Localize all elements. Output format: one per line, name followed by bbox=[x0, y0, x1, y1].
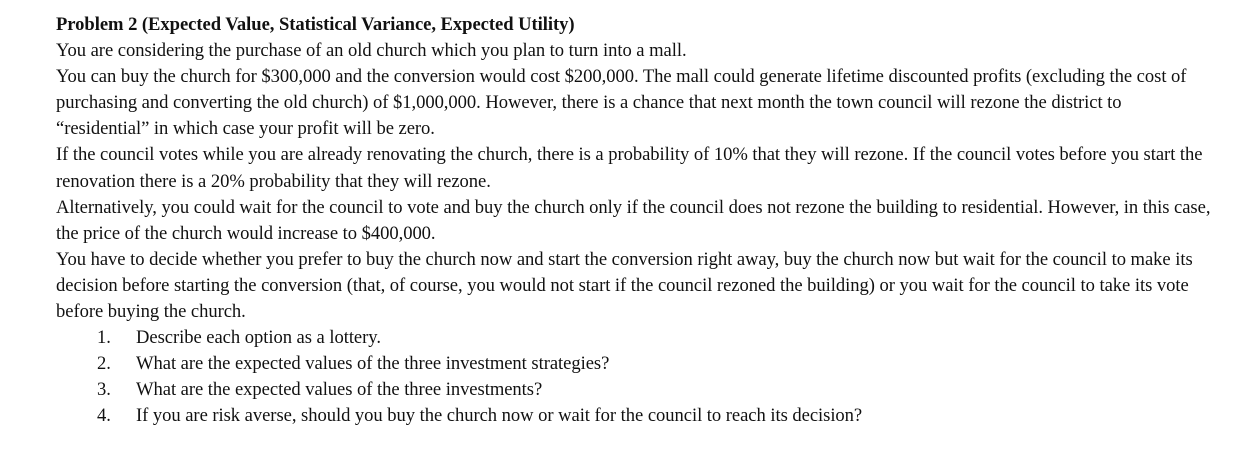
question-number: 3. bbox=[97, 379, 111, 401]
question-item bbox=[56, 325, 1216, 351]
question-item bbox=[56, 403, 1216, 429]
question-item bbox=[56, 377, 1216, 403]
problem-document bbox=[56, 12, 1216, 430]
question-text: What are the expected values of the three investments? bbox=[136, 379, 543, 401]
question-item bbox=[56, 351, 1216, 377]
question-number: 1. bbox=[97, 327, 111, 349]
problem-title: Problem 2 (Expected Value, Statistical Variance, Expected Utility) bbox=[56, 14, 575, 35]
question-number: 4. bbox=[97, 405, 111, 427]
question-list bbox=[56, 325, 1216, 429]
alternative-paragraph: Alternatively, you could wait for the council to vote and buy the church only if the council does not rezone the building to residential. However, in this case, the price of the church would increase to $400,000. bbox=[56, 196, 1211, 244]
probability-paragraph: If the council votes while you are already renovating the church, there is a probability of 10% that they will rezone. If the council votes before you start the renovation there is a 20% probability that they will rezone. bbox=[56, 144, 1203, 192]
intro-paragraph: You are considering the purchase of an old church which you plan to turn into a mall. bbox=[56, 40, 687, 62]
question-text: What are the expected values of the three investment strategies? bbox=[136, 353, 610, 375]
question-text: Describe each option as a lottery. bbox=[136, 327, 381, 349]
decision-paragraph: You have to decide whether you prefer to buy the church now and start the conversion right away, buy the church now but wait for the council to make its decision before starting the conversion (that, of course, you would not start if the council rezoned the building) or you wait for the council to take its vote before buying the church. bbox=[56, 248, 1193, 323]
question-number: 2. bbox=[97, 353, 111, 375]
cost-paragraph: You can buy the church for $300,000 and the conversion would cost $200,000. The mall could generate lifetime discounted profits (excluding the cost of purchasing and converting the old church) of $1,000,000. However, there is a chance that next month the town council will rezone the district to “residential” in which case your profit will be zero. bbox=[56, 66, 1187, 140]
question-text: If you are risk averse, should you buy the church now or wait for the council to reach its decision? bbox=[136, 405, 863, 427]
